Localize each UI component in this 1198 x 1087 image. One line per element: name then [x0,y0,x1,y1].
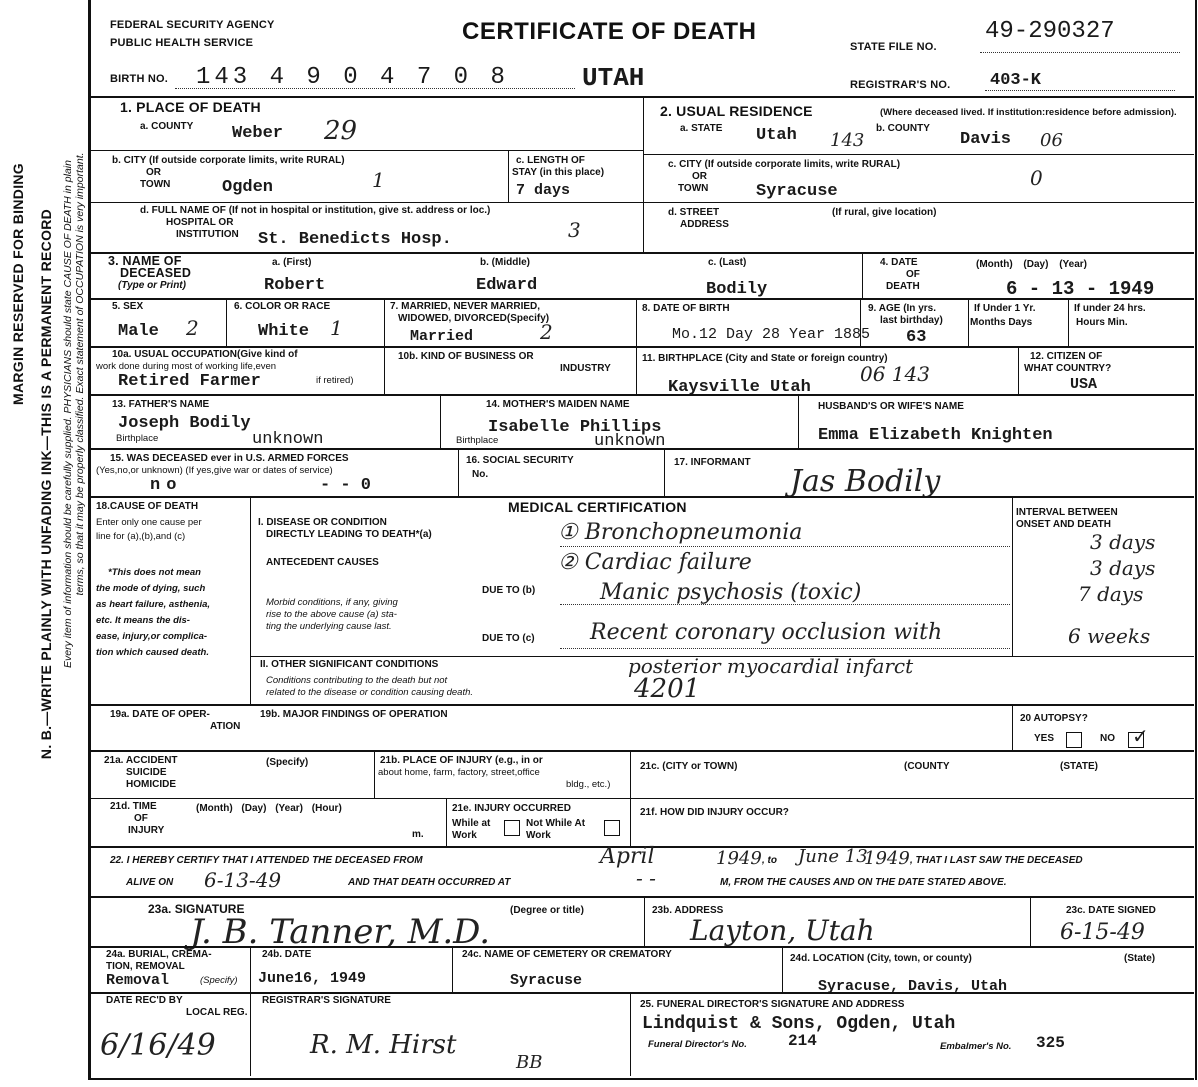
first-name-value: Robert [264,276,326,295]
disease-label-1: I. DISEASE OR CONDITION [258,517,387,528]
burial-date-label: 24b. DATE [262,949,312,960]
hospital-code: 3 [568,218,581,242]
morbid-note-2: rise to the above cause (a) sta- [266,609,397,620]
injury-place-label-3: bldg., etc.) [566,779,611,790]
injury-place-label-2: about home, farm, factory, street,office [378,767,540,778]
armed-forces-label-1: 15. WAS DECEASED ever in U.S. ARMED FORCES [110,453,349,464]
certify-line-2c: M, FROM THE CAUSES AND ON THE DATE STATED ABOVE. [720,877,1007,888]
death-city-code: 1 [372,168,385,192]
residence-note: (Where deceased lived. If institution:residence before admission). [880,107,1177,118]
interval-a-1: 3 days [1090,530,1156,554]
birth-date-value: Mo.12 Day 28 Year 1885 [672,326,871,343]
state-file-label: STATE FILE NO. [850,41,937,53]
registrar-signature-label: REGISTRAR'S SIGNATURE [262,995,391,1006]
autopsy-no-mark: ✓ [1132,724,1149,748]
interval-b: 7 days [1078,582,1144,606]
occupation-label-3: if retired) [316,375,354,386]
under-1-year-label: If Under 1 Yr. [974,303,1036,314]
morbid-note-3: ting the underlying cause last. [266,621,392,632]
social-security-label: 16. SOCIAL SECURITY [466,455,574,466]
embalmer-no-label: Embalmer's No. [940,1041,1012,1052]
margin-line-2: N. B.—WRITE PLAINLY WITH UNFADING INK—THIS IS A PERMANENT RECORD [38,208,54,760]
middle-name-label: b. (Middle) [480,257,530,268]
not-while-at-work-label: Not While At Work [526,818,586,841]
injury-time-label-1: 21d. TIME [110,801,157,812]
alive-on-value: 6-13-49 [204,868,282,892]
injury-state-label: (STATE) [1060,761,1098,772]
informant-signature: Jas Bodily [790,464,941,499]
business-label-1: 10b. KIND OF BUSINESS OR [398,351,534,362]
accident-label: 21a. ACCIDENT [104,755,178,766]
registrar-no-label: REGISTRAR'S NO. [850,79,951,91]
margin-line-4: terms, so that it may be properly classified. Exact statement of OCCUPATION is very important. [74,152,86,596]
residence-label: 2. USUAL RESIDENCE [660,103,813,119]
mode-note-4: etc. It means the dis- [96,615,190,626]
cause-c: Recent coronary occlusion with [590,620,943,645]
middle-name-value: Edward [476,276,538,295]
death-county-code: 29 [324,116,358,146]
registrar-no-value: 403-K [990,71,1042,90]
certificate-title: CERTIFICATE OF DEATH [462,18,757,45]
death-city-value: Ogden [222,178,274,197]
date-received-label-1: DATE REC'D BY [106,995,183,1006]
margin-line-1: MARGIN RESERVED FOR BINDING [10,163,26,405]
registrar-signature: R. M. Hirst [310,1030,457,1060]
residence-county-code: 06 [1040,130,1063,151]
homicide-label: HOMICIDE [126,779,176,790]
last-name-label: c. (Last) [708,257,747,268]
place-of-death-label: 1. PLACE OF DEATH [120,99,261,115]
sex-code: 2 [186,316,199,340]
last-name-value: Bodily [706,280,768,299]
certify-alive-on-label: ALIVE ON [126,877,174,888]
injury-place-label-1: 21b. PLACE OF INJURY (e.g., in or [380,755,543,766]
operation-findings-label: 19b. MAJOR FINDINGS OF OPERATION [260,709,448,720]
mother-birthplace-value: unknown [594,432,666,451]
name-label-2: DECEASED [120,266,192,280]
injury-how-label: 21f. HOW DID INJURY OCCUR? [640,807,789,818]
race-code: 1 [330,316,343,340]
funeral-director-no-label: Funeral Director's No. [648,1039,747,1050]
sex-value: Male [118,322,159,341]
armed-forces-dates: - - 0 [320,476,372,495]
funeral-director-label: 25. FUNERAL DIRECTOR'S SIGNATURE AND ADDRESS [640,999,905,1010]
citizen-label-2: WHAT COUNTRY? [1024,363,1112,374]
marital-label-1: 7. MARRIED, NEVER MARRIED, [390,301,541,312]
mother-value: Isabelle Phillips [488,418,662,437]
suicide-label: SUICIDE [126,767,167,778]
attended-from-year: 1949 [716,848,762,869]
spouse-label: HUSBAND'S OR WIFE'S NAME [818,401,964,412]
autopsy-yes-checkbox[interactable] [1066,732,1082,748]
father-birthplace-label: Birthplace [116,433,159,444]
name-label-1: 3. NAME OF [108,254,182,268]
due-to-c-label: DUE TO (c) [482,633,535,644]
mode-note-6: tion which caused death. [96,647,209,658]
injury-time-label-3: INJURY [128,825,165,836]
residence-city-label: c. CITY (If outside corporate limits, write RURAL) [668,159,901,170]
agency-service: PUBLIC HEALTH SERVICE [110,37,254,49]
interval-a-2: 3 days [1090,556,1156,580]
mode-note-2: the mode of dying, such [96,583,206,594]
while-at-work-label: While at Work [452,818,491,841]
occupation-value: Retired Farmer [118,372,261,391]
residence-county-label: b. COUNTY [876,123,930,134]
death-date-columns: (Month) (Day) (Year) [976,259,1087,270]
age-label-2: last birthday) [880,315,943,326]
father-label: 13. FATHER'S NAME [112,399,210,410]
attended-to-year: 1949 [864,848,910,869]
cause-a-1: ① Bronchopneumonia [558,520,803,545]
mode-note-5: ease, injury,or complica- [96,631,208,642]
certify-occurred-at-label: AND THAT DEATH OCCURRED AT [348,877,511,888]
not-while-at-work-checkbox[interactable] [604,820,620,836]
spouse-value: Emma Elizabeth Knighten [818,426,1053,445]
birthplace-value: Kaysville Utah [668,378,811,397]
mode-note-3: as heart failure, asthenia, [96,599,211,610]
autopsy-no-label: NO [1100,733,1115,744]
marital-value: Married [410,328,474,345]
burial-label-1: 24a. BURIAL, CREMA- [106,949,212,960]
under-24-hrs-label: If under 24 hrs. [1074,303,1146,314]
hospital-label-3: INSTITUTION [176,229,239,240]
residence-city-code: 0 [1030,166,1043,190]
death-date-label-2: OF [906,269,920,280]
attended-to: June 13 [798,846,868,867]
death-city-town: TOWN [140,179,171,190]
operation-date-label-1: 19a. DATE OF OPER- [110,709,210,720]
mode-note-1: *This does not mean [108,567,201,578]
injury-specify-label: (Specify) [266,757,309,768]
street-label-1: d. STREET [668,207,720,218]
injury-city-label: 21c. (CITY or TOWN) [640,761,738,772]
under-24-hrs-columns: Hours Min. [1076,317,1128,328]
cemetery-value: Syracuse [510,972,583,989]
cause-code: 4201 [634,674,701,704]
autopsy-label: 20 AUTOPSY? [1020,713,1088,724]
signature-label: 23a. SIGNATURE [148,902,245,916]
mother-birthplace-label: Birthplace [456,435,499,446]
cause-b: Manic psychosis (toxic) [600,580,862,605]
other-conditions-value: posterior myocardial infarct [628,654,914,678]
date-received-value: 6/16/49 [100,1028,216,1063]
birth-date-label: 8. DATE OF BIRTH [642,303,730,314]
date-signed-label: 23c. DATE SIGNED [1066,905,1156,916]
residence-state-value: Utah [756,126,797,145]
date-signed-value: 6-15-49 [1060,920,1145,945]
autopsy-yes-label: YES [1034,733,1055,744]
marital-label-2: WIDOWED, DIVORCED(Specify) [398,313,550,324]
burial-label-2: TION, REMOVAL [106,961,185,972]
physician-signature: J. B. Tanner, M.D. [190,912,491,952]
interval-label-1: INTERVAL BETWEEN [1016,507,1118,518]
mother-label: 14. MOTHER'S MAIDEN NAME [486,399,630,410]
cause-a-2: ② Cardiac failure [558,550,752,575]
first-name-label: a. (First) [272,257,312,268]
burial-date-value: June16, 1949 [258,970,367,987]
birth-no-value: 143 4 9 0 4 7 0 8 [196,64,509,91]
birthplace-label: 11. BIRTHPLACE (City and State or foreign country) [642,353,888,364]
street-label-2: ADDRESS [680,219,729,230]
antecedent-causes-label: ANTECEDENT CAUSES [266,557,379,568]
occurred-at-value: - - [636,866,656,890]
death-county-value: Weber [232,124,284,143]
physician-address: Layton, Utah [690,914,875,947]
interval-c: 6 weeks [1068,624,1151,648]
residence-state-code: 143 [830,130,865,151]
age-label-1: 9. AGE (In yrs. [868,303,936,314]
death-date-label-3: DEATH [886,281,920,292]
address-label: 23b. ADDRESS [652,905,724,916]
street-note: (If rural, give location) [832,207,937,218]
margin-line-3: Every item of information should be carefully supplied. PHYSICIANS should state CAUSE OF DEATH in plain [62,160,74,668]
medical-heading: MEDICAL CERTIFICATION [508,499,687,515]
stay-label-1: c. LENGTH OF [516,155,585,166]
certify-to-word: , to [762,855,777,866]
father-value: Joseph Bodily [118,414,251,433]
hospital-label-1: d. FULL NAME OF (If not in hospital or institution, give st. address or loc.) [140,205,491,216]
residence-state-label: a. STATE [680,123,723,134]
burial-specify: (Specify) [200,975,238,986]
cemetery-label: 24c. NAME OF CEMETERY OR CREMATORY [462,949,672,960]
informant-label: 17. INFORMANT [674,457,751,468]
cause-note-1: Enter only one cause per [96,517,202,528]
hospital-value: St. Benedicts Hosp. [258,230,452,249]
attended-from: April [600,844,655,869]
interval-label-2: ONSET AND DEATH [1016,519,1111,530]
funeral-director-value: Lindquist & Sons, Ogden, Utah [642,1014,956,1034]
cause-of-death-label: 18.CAUSE OF DEATH [96,501,199,512]
occupation-label-1: 10a. USUAL OCCUPATION(Give kind of [112,349,298,360]
burial-location-label: 24d. LOCATION (City, town, or county) [790,953,972,964]
state-name: UTAH [582,63,645,93]
morbid-note-1: Morbid conditions, if any, giving [266,597,398,608]
embalmer-no-value: 325 [1036,1034,1065,1052]
injury-time-label-2: OF [134,813,148,824]
residence-city-or: OR [692,171,707,182]
stay-value: 7 days [516,182,571,199]
certify-line-1b: , THAT I LAST SAW THE DECEASED [910,855,1083,866]
death-date-value: 6 - 13 - 1949 [1006,278,1155,300]
injury-county-label: (COUNTY [904,761,950,772]
residence-county-value: Davis [960,130,1012,149]
residence-city-town: TOWN [678,183,709,194]
occupation-label-2: work done during most of working life,even [96,361,277,372]
due-to-b-label: DUE TO (b) [482,585,536,596]
funeral-director-no-value: 214 [788,1032,817,1050]
injury-time-columns: (Month) (Day) (Year) (Hour) [196,803,342,814]
citizen-value: USA [1070,376,1098,393]
burial-location-value: Syracuse, Davis, Utah [818,978,1008,995]
armed-forces-label-2: (Yes,no,or unknown) (If yes,give war or dates of service) [96,465,333,476]
disease-label-2: DIRECTLY LEADING TO DEATH*(a) [266,529,432,540]
other-note-2: related to the disease or condition causing death. [266,687,474,698]
race-value: White [258,322,310,341]
burial-value: Removal [106,972,170,989]
date-received-label-2: LOCAL REG. [186,1007,248,1018]
hospital-label-2: HOSPITAL OR [166,217,234,228]
age-value: 63 [906,328,927,347]
death-date-label-1: 4. DATE [880,257,918,268]
sex-label: 5. SEX [112,301,144,312]
social-security-no-label: No. [472,469,489,480]
residence-city-value: Syracuse [756,182,838,201]
operation-date-label-2: ATION [210,721,241,732]
father-birthplace-value: unknown [252,430,324,449]
death-city-label: b. CITY (If outside corporate limits, write RURAL) [112,155,345,166]
other-conditions-label: II. OTHER SIGNIFICANT CONDITIONS [260,659,439,670]
degree-label: (Degree or title) [510,905,584,916]
injury-time-m: m. [412,829,424,840]
birth-no-label: BIRTH NO. [110,73,169,85]
citizen-label-1: 12. CITIZEN OF [1030,351,1103,362]
business-label-2: INDUSTRY [560,363,611,374]
death-county-label: a. COUNTY [140,121,194,132]
birthplace-code: 06 143 [860,362,930,386]
registrar-initials: BB [516,1052,543,1073]
burial-location-state-label: (State) [1124,953,1156,964]
while-at-work-checkbox[interactable] [504,820,520,836]
race-label: 6. COLOR OR RACE [234,301,331,312]
cause-note-2: line for (a),(b),and (c) [96,531,186,542]
certify-line-1: 22. I HEREBY CERTIFY THAT I ATTENDED THE DECEASED FROM [110,855,423,866]
agency-name: FEDERAL SECURITY AGENCY [110,19,275,31]
marital-code: 2 [540,320,553,344]
under-1-year-columns: Months Days [970,317,1033,328]
other-note-1: Conditions contributing to the death but not [266,675,448,686]
injury-occurred-label: 21e. INJURY OCCURRED [452,803,571,814]
state-file-value: 49-290327 [985,18,1115,45]
death-city-or: OR [146,167,161,178]
armed-forces-value: no [150,476,183,495]
stay-label-2: STAY (in this place) [512,167,605,178]
name-label-3: (Type or Print) [118,280,186,291]
